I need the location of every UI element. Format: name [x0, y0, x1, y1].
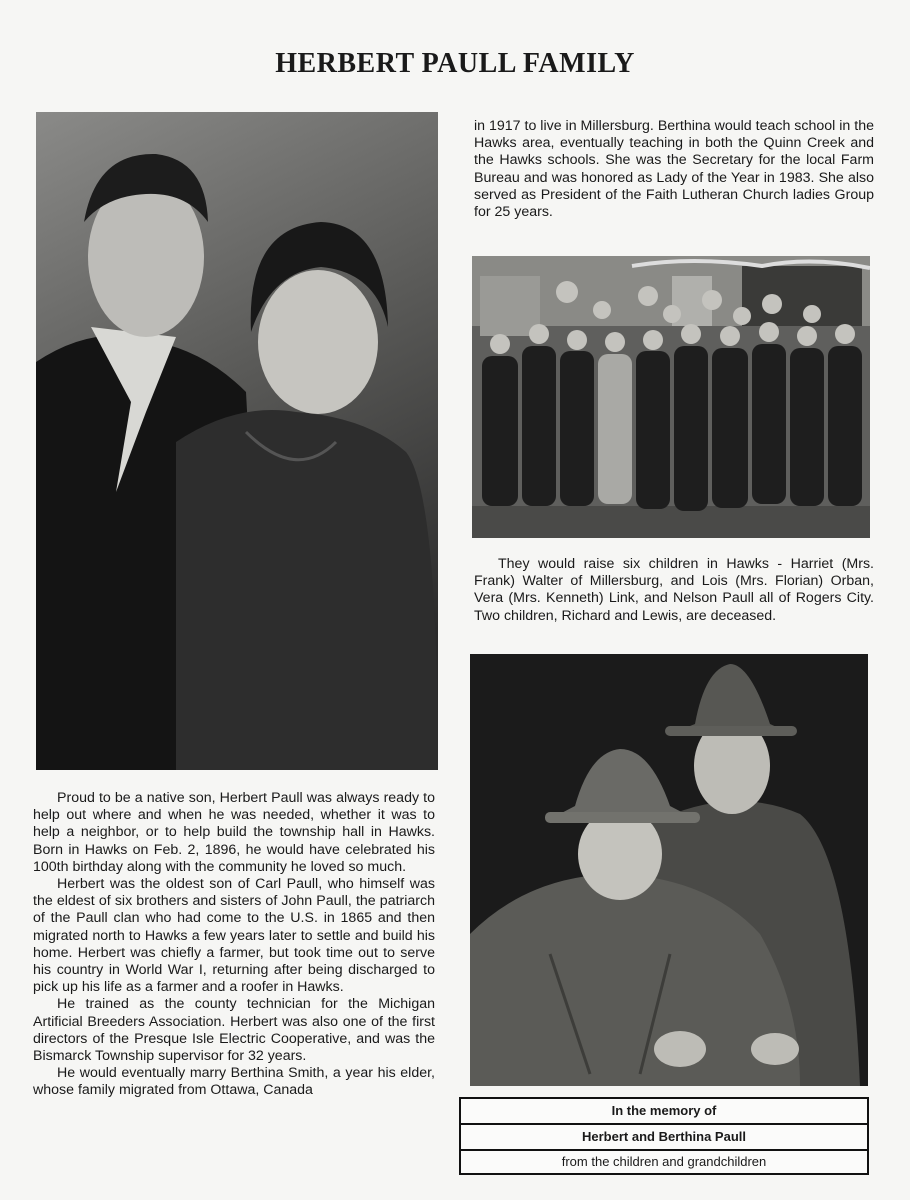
right-column-middle-text: [474, 556, 874, 625]
memorial-line-2: Herbert and Berthina Paull: [461, 1125, 867, 1151]
paragraph-carl-paull: Herbert was the oldest son of Carl Paull, who himself was the eldest of six brothers and sisters of John Paull, the patriarch of the Paull clan who had come to the U.S. in 1865 and then migrated north to Hawks a few years later to settle and build his home. Herbert was chiefly a farmer, but took time out to serve his country in World War I, returning after being discharged to pick up his life as a farmer and a roofer in Hawks.: [33, 876, 435, 996]
memorial-line-1: In the memory of: [461, 1099, 867, 1125]
paragraph-technician: He trained as the county technician for the Michigan Artificial Breeders Association. Herbert was also one of the first directors of the Presque Isle Electric Cooperative, and was the Bismarck Township supervisor for 32 years.: [33, 996, 435, 1065]
paragraph-native-son: Proud to be a native son, Herbert Paull was always ready to help out where and when he was needed, whether it was to help a neighbor, or to help build the township hall in Hawks. Born in Hawks on Feb. 2, 1896, he would have celebrated his 100th birthday along with the community he loved so much.: [33, 790, 435, 875]
soldiers-portrait-photo: [470, 654, 868, 1086]
right-middle-paragraph: They would raise six children in Hawks - Harriet (Mrs. Frank) Walter of Millersburg, and Lois (Mrs. Florian) Orban, Vera (Mrs. Kenneth) Link, and Nelson Paull all of Rogers City. Two children, Richard and Lewis, are deceased.: [474, 556, 874, 624]
memorial-box: [459, 1097, 869, 1175]
paragraph-marriage: He would eventually marry Berthina Smith, a year his elder, whose family migrated from Ottawa, Canada: [33, 1065, 435, 1099]
couple-portrait-photo: [36, 112, 438, 770]
right-top-paragraph: in 1917 to live in Millersburg. Berthina would teach school in the Hawks area, eventually teaching in both the Quinn Creek and the Hawks schools. She was the Secretary for the local Farm Bureau and was honored as Lady of the Year in 1983. She also served as President of the Faith Lutheran Church ladies Group for 25 years.: [474, 118, 874, 221]
left-column-text: [33, 790, 435, 1100]
memorial-line-3: from the children and grandchildren: [561, 1154, 767, 1169]
right-column-top-text: [474, 118, 874, 221]
school-class-photo: [472, 256, 870, 538]
page-title: HERBERT PAULL FAMILY: [275, 48, 635, 79]
